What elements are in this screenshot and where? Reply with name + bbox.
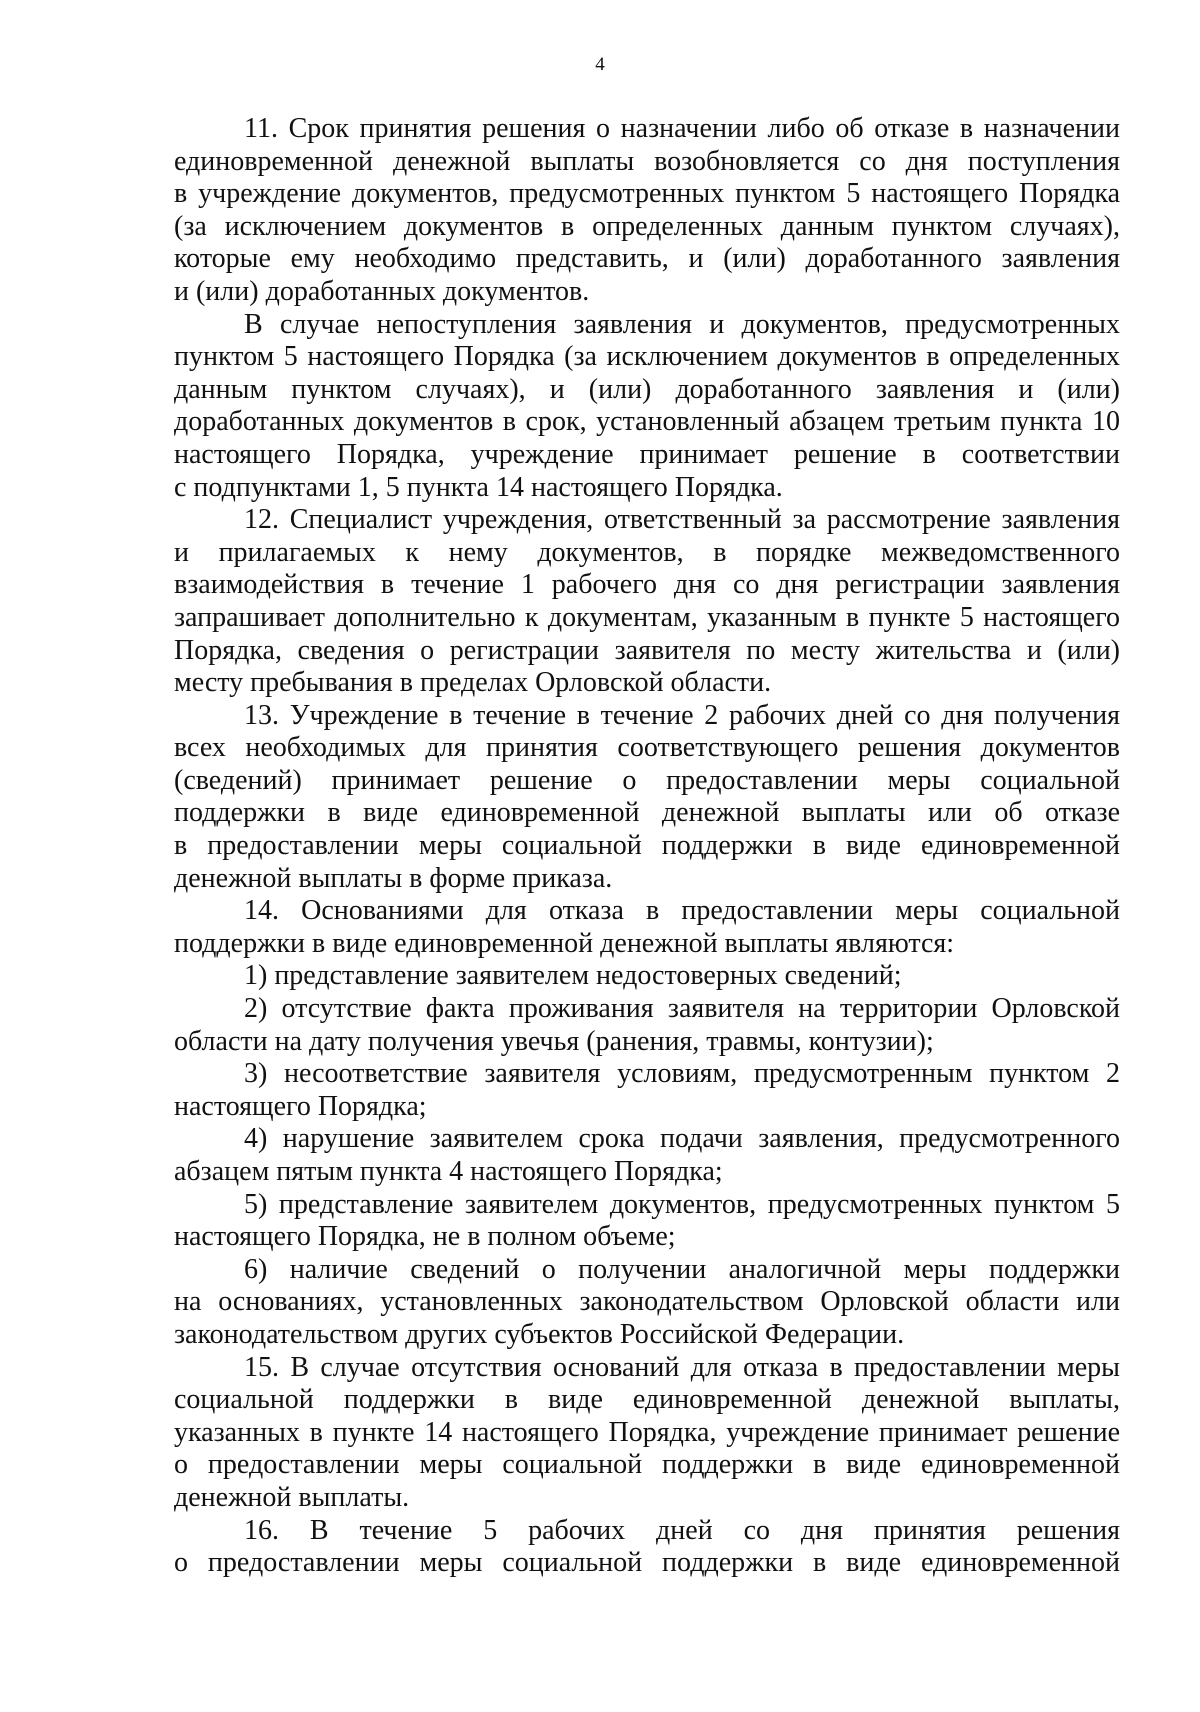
text-line: настоящего Порядка, не в полном объеме; <box>174 1221 676 1253</box>
text-line: 14. Основаниями для отказа в предоставлении меры социальной <box>244 895 1120 927</box>
text-line: запрашивает дополнительно к документам, указанным в пункте 5 настоящего <box>174 601 1120 633</box>
text-line: и прилагаемых к нему документов, в порядке межведомственного <box>174 536 1120 568</box>
text-line: пунктом 5 настоящего Порядка (за исключением документов в определенных <box>174 341 1120 373</box>
text-line: 15. В случае отсутствия оснований для отказа в предоставлении меры <box>244 1351 1120 1383</box>
text-line: указанных в пункте 14 настоящего Порядка, учреждение принимает решение <box>174 1416 1120 1448</box>
text-line: настоящего Порядка; <box>174 1090 427 1122</box>
text-line: денежной выплаты. <box>174 1481 410 1513</box>
text-line: 12. Специалист учреждения, ответственный за рассмотрение заявления <box>244 504 1120 536</box>
text-line: которые ему необходимо представить, и (или) доработанного заявления <box>174 243 1120 275</box>
text-line: в предоставлении меры социальной поддержки в виде единовременной <box>174 830 1120 862</box>
text-line: единовременной денежной выплаты возобновляется со дня поступления <box>174 145 1120 177</box>
text-line: месту пребывания в пределах Орловской области. <box>174 667 772 699</box>
text-line: доработанных документов в срок, установленный абзацем третьим пункта 10 <box>174 406 1120 438</box>
text-line: поддержки в виде единовременной денежной выплаты являются: <box>174 927 955 959</box>
text-line: 5) представление заявителем документов, предусмотренных пунктом 5 <box>244 1188 1120 1220</box>
text-line: о предоставлении меры социальной поддержки в виде единовременной <box>174 1547 1120 1579</box>
text-line: социальной поддержки в виде единовременной денежной выплаты, <box>174 1384 1120 1416</box>
text-line: денежной выплаты в форме приказа. <box>174 862 613 894</box>
text-line: (сведений) принимает решение о предоставлении меры социальной <box>174 764 1120 796</box>
text-line: о предоставлении меры социальной поддержки в виде единовременной <box>174 1449 1120 1481</box>
text-line: 4) нарушение заявителем срока подачи заявления, предусмотренного <box>244 1123 1120 1155</box>
page-number: 4 <box>595 54 605 75</box>
text-line: абзацем пятым пункта 4 настоящего Порядка; <box>174 1156 723 1187</box>
text-line: В случае непоступления заявления и документов, предусмотренных <box>244 308 1120 340</box>
text-line: 11. Срок принятия решения о назначении либо об отказе в назначении <box>244 113 1120 144</box>
text-line: законодательством других субъектов Российской Федерации. <box>174 1318 905 1350</box>
text-line: настоящего Порядка, учреждение принимает решение в соответствии <box>174 438 1120 470</box>
text-line: взаимодействия в течение 1 рабочего дня со дня регистрации заявления <box>174 569 1120 601</box>
text-line: Порядка, сведения о регистрации заявителя по месту жительства и (или) <box>174 634 1120 666</box>
text-line: области на дату получения увечья (ранения, травмы, контузии); <box>174 1025 934 1057</box>
text-line: 2) отсутствие факта проживания заявителя на территории Орловской <box>244 993 1120 1025</box>
text-line: 3) несоответствие заявителя условиям, предусмотренным пунктом 2 <box>244 1058 1120 1090</box>
text-line: с подпунктами 1, 5 пункта 14 настоящего Порядка. <box>174 471 783 503</box>
text-line: 13. Учреждение в течение в течение 2 рабочих дней со дня получения <box>244 699 1120 731</box>
text-line: на основаниях, установленных законодательством Орловской области или <box>174 1286 1120 1318</box>
text-line: и (или) доработанных документов. <box>174 275 590 307</box>
text-line: поддержки в виде единовременной денежной выплаты или об отказе <box>174 797 1120 829</box>
text-line: всех необходимых для принятия соответствующего решения документов <box>174 732 1120 764</box>
text-line: 16. В течение 5 рабочих дней со дня принятия решения <box>244 1514 1120 1546</box>
document-body <box>174 113 1120 1580</box>
text-line: (за исключением документов в определенных данным пунктом случаях), <box>174 210 1120 242</box>
text-line: в учреждение документов, предусмотренных пунктом 5 настоящего Порядка <box>174 178 1120 210</box>
text-line: данным пунктом случаях), и (или) доработанного заявления и (или) <box>174 373 1120 405</box>
text-line: 1) представление заявителем недостоверных сведений; <box>244 960 902 992</box>
text-line: 6) наличие сведений о получении аналогичной меры поддержки <box>244 1253 1120 1285</box>
